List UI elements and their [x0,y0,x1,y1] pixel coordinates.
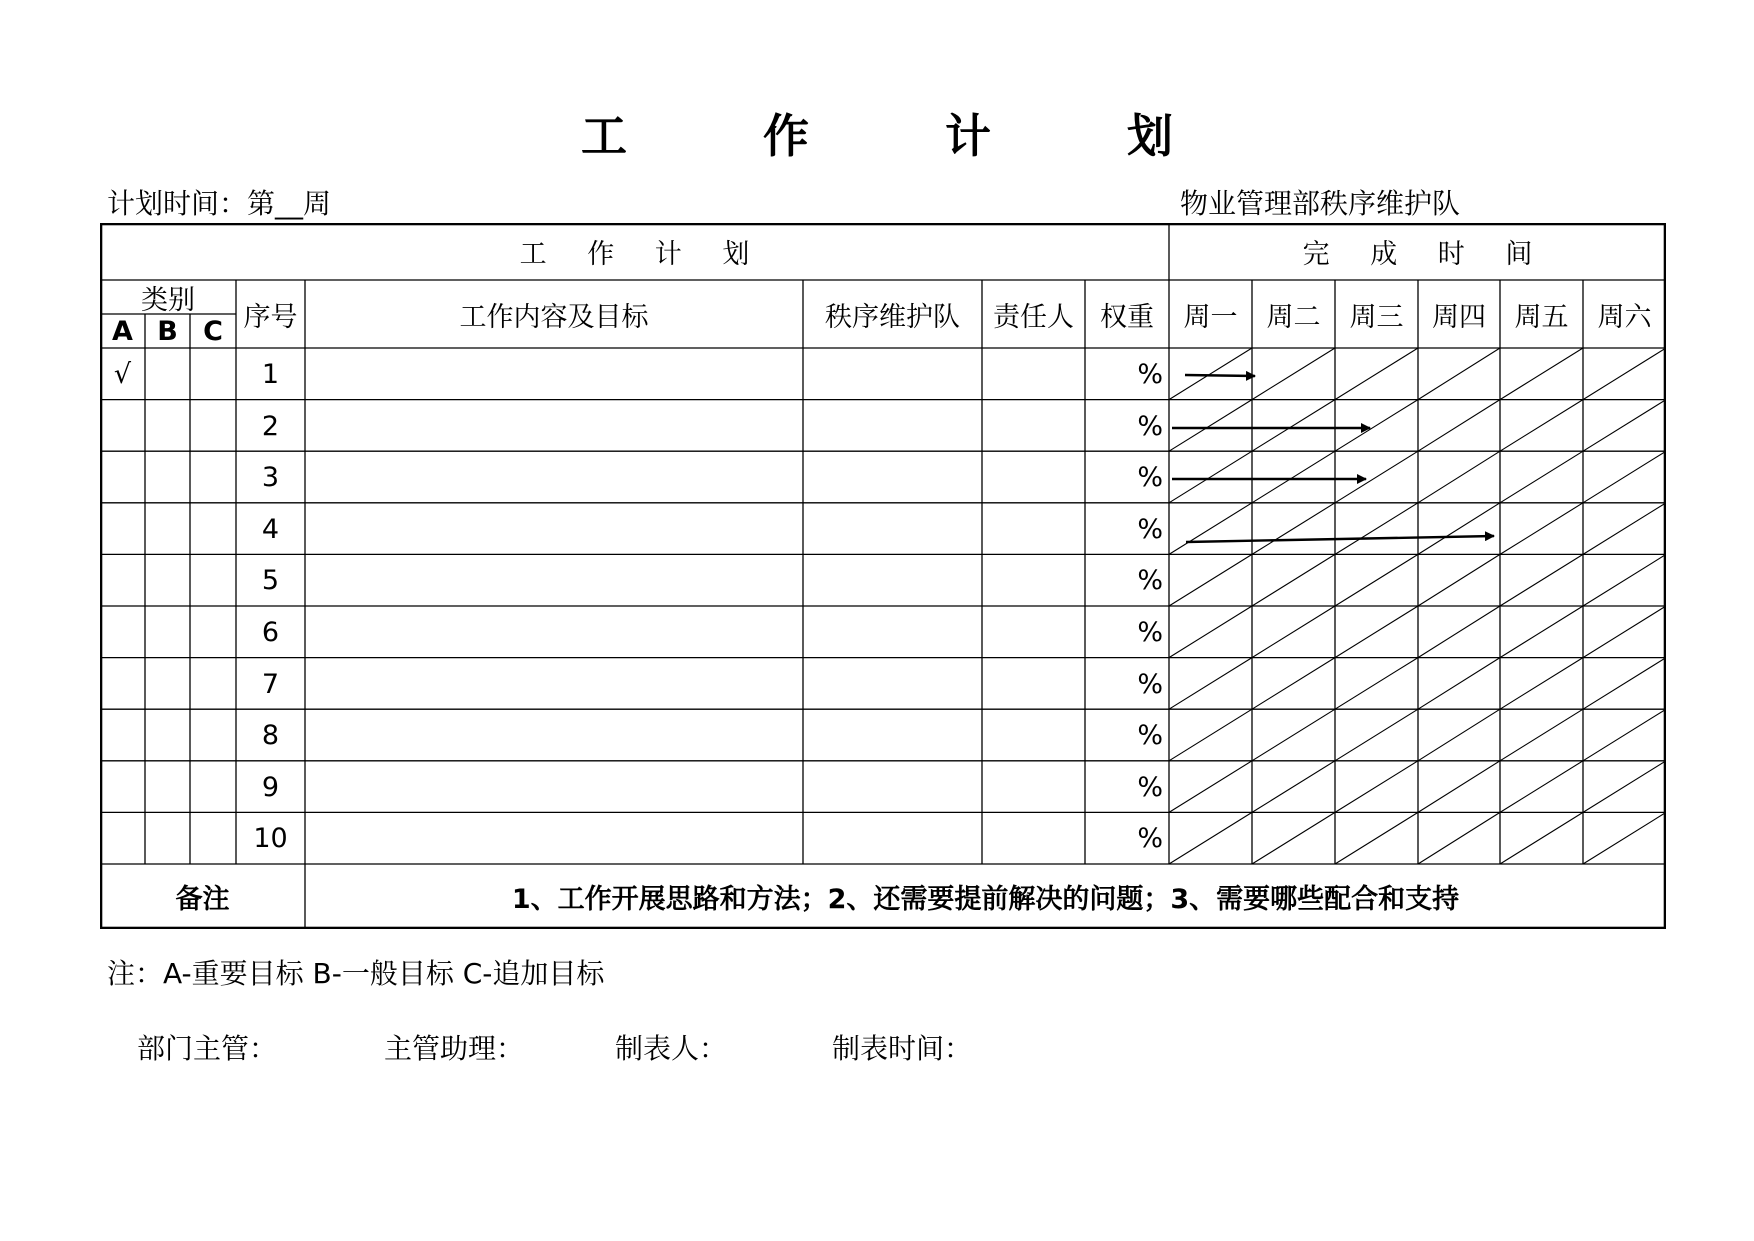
row-6-seq: 6 [261,616,280,648]
cell-diagonal [1583,658,1666,710]
department-label: 物业管理部秩序维护队 [1180,187,1461,220]
cell-diagonal [1418,709,1500,761]
row-9-weight: % [1137,771,1163,803]
remarks-text: 1、工作开展思路和方法；2、还需要提前解决的问题；3、需要哪些配合和支持 [511,884,1460,915]
cell-diagonal [1583,400,1666,452]
row-10-seq: 10 [253,822,288,854]
row-1-seq: 1 [261,358,280,390]
row-2-seq: 2 [261,410,280,442]
row-8-check [100,709,145,761]
signature-prepared-date: 制表时间： [832,1032,973,1065]
signature-preparer: 制表人： [615,1032,728,1065]
day-header-fri: 周五 [1514,301,1569,333]
cell-diagonal [1169,709,1252,761]
cell-diagonal [1252,761,1335,813]
cell-diagonal [1500,451,1583,503]
cell-diagonal [1583,451,1666,503]
cell-diagonal [1418,812,1500,864]
cell-diagonal [1335,451,1418,503]
cell-diagonal [1418,400,1500,452]
remarks-label: 备注 [175,884,230,915]
completion-time-group-header: 完 成 时 间 [1302,239,1549,270]
row-9-check [100,761,145,813]
cell-diagonal [1252,400,1335,452]
row-7-weight: % [1137,668,1163,700]
signature-assistant: 主管助理： [384,1032,525,1065]
row-3-check [100,451,145,503]
day-header-tue: 周二 [1266,301,1321,333]
seq-header: 序号 [243,301,298,333]
signature-dept-head: 部门主管： [137,1032,278,1065]
cell-diagonal [1335,503,1418,555]
category-b-header: B [157,315,178,347]
cell-diagonal [1335,606,1418,658]
cell-diagonal [1169,606,1252,658]
cell-diagonal [1335,658,1418,710]
cell-diagonal [1583,348,1666,400]
row-5-weight: % [1137,564,1163,596]
cell-diagonal [1252,812,1335,864]
schedule-arrow [1185,375,1255,376]
cell-diagonal [1583,606,1666,658]
row-6-check [100,606,145,658]
cell-diagonal [1252,658,1335,710]
cell-diagonal [1500,658,1583,710]
cell-diagonal [1418,451,1500,503]
row-4-seq: 4 [261,513,280,545]
row-8-seq: 8 [261,719,280,751]
row-1-weight: % [1137,358,1163,390]
day-header-mon: 周一 [1183,301,1238,333]
row-3-weight: % [1137,461,1163,493]
cell-diagonal [1500,503,1583,555]
cell-diagonal [1418,348,1500,400]
row-4-check [100,503,145,555]
row-9-seq: 9 [261,771,280,803]
cell-diagonal [1500,709,1583,761]
row-10-check [100,812,145,864]
row-6-weight: % [1137,616,1163,648]
category-a-header: A [112,315,133,347]
cell-diagonal [1335,348,1418,400]
row-3-seq: 3 [261,461,280,493]
cell-diagonal [1335,709,1418,761]
row-8-weight: % [1137,719,1163,751]
row-7-seq: 7 [261,668,280,700]
cell-diagonal [1418,606,1500,658]
cell-diagonal [1500,348,1583,400]
weight-header: 权重 [1100,301,1154,333]
cell-diagonal [1583,761,1666,813]
row-4-weight: % [1137,513,1163,545]
cell-diagonal [1418,761,1500,813]
row-2-check [100,400,145,452]
category-header: 类别 [141,284,195,316]
cell-diagonal [1583,812,1666,864]
cell-diagonal [1169,761,1252,813]
category-note: 注：A-重要目标 B-一般目标 C-追加目标 [107,957,605,990]
owner-header: 责任人 [993,301,1074,333]
cell-diagonal [1335,761,1418,813]
cell-diagonal [1252,606,1335,658]
cell-diagonal [1500,554,1583,606]
schedule-arrow [1186,536,1494,542]
cell-diagonal [1500,761,1583,813]
cell-diagonal [1252,451,1335,503]
row-5-seq: 5 [261,564,280,596]
cell-diagonal [1583,709,1666,761]
cell-diagonal [1500,400,1583,452]
cell-diagonal [1252,348,1335,400]
cell-diagonal [1335,400,1418,452]
cell-diagonal [1500,812,1583,864]
cell-diagonal [1169,451,1252,503]
cell-diagonal [1252,503,1335,555]
work-plan-group-header: 工 作 计 划 [519,239,766,270]
cell-diagonal [1169,812,1252,864]
day-header-thu: 周四 [1432,301,1486,333]
cell-diagonal [1418,658,1500,710]
cell-diagonal [1169,400,1252,452]
cell-diagonal [1252,709,1335,761]
row-2-weight: % [1137,410,1163,442]
cell-diagonal [1169,554,1252,606]
category-c-header: C [203,315,223,347]
cell-diagonal [1335,554,1418,606]
page-title: 工 作 计 划 [580,109,1234,163]
cell-diagonal [1418,503,1500,555]
cell-diagonal [1169,658,1252,710]
row-7-check [100,658,145,710]
cell-diagonal [1252,554,1335,606]
cell-diagonal [1335,812,1418,864]
day-header-sat: 周六 [1597,301,1652,333]
plan-time-label: 计划时间：第__周 [107,187,332,220]
row-10-weight: % [1137,822,1163,854]
cell-diagonal [1169,503,1252,555]
cell-diagonal [1583,503,1666,555]
content-header: 工作内容及目标 [459,301,649,333]
row-5-check [100,554,145,606]
row-1-check: √ [113,358,132,390]
cell-diagonal [1418,554,1500,606]
team-header: 秩序维护队 [825,301,960,333]
cell-diagonal [1500,606,1583,658]
day-header-wed: 周三 [1349,301,1404,333]
cell-diagonal [1583,554,1666,606]
work-plan-table [100,223,1666,929]
cell-diagonal [1169,348,1252,400]
